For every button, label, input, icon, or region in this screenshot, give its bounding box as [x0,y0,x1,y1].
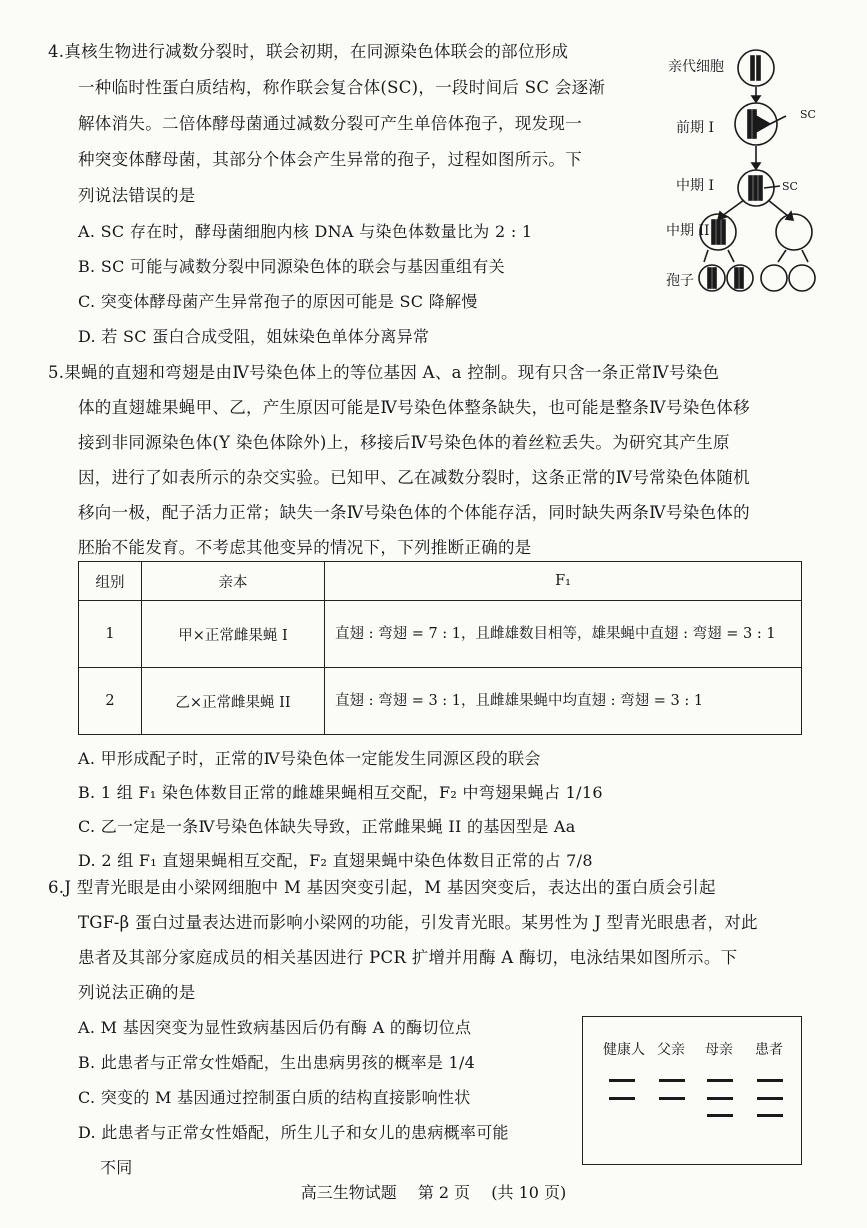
spore [789,265,815,291]
header-group: 组别 [79,562,142,601]
electrophoresis-gel [582,1016,802,1165]
table-row [79,668,802,735]
question-6 [48,870,828,1010]
chromosome [757,56,760,80]
q5-option-d: D. 2 组 F₁ 直翅果蝇相互交配，F₂ 直翅果蝇中染色体数目正常的占 7/8 [78,851,593,870]
meiosis-diagram [660,40,860,330]
cross-experiment-table [78,561,802,735]
q5-option-c: C. 乙一定是一条Ⅳ号染色体缺失导致，正常雌果蝇 II 的基因型是 Aa [78,817,576,836]
lane-label-patient: 患者 [755,1042,783,1058]
lane-label-father: 父亲 [657,1042,685,1058]
q4-line: 4.真核生物进行减数分裂时，联会初期，在同源染色体联会的部位形成 [48,42,569,61]
gel-band [757,1097,783,1100]
gel-band [757,1114,783,1117]
q5-line: 因，进行了如表所示的杂交实验。已知甲、乙在减数分裂时，这条正常的Ⅳ号常染色体随机 [78,468,750,487]
header-parents: 亲本 [142,562,325,601]
q6-line: 6.J 型青光眼是由小梁网细胞中 M 基因突变引起，M 基因突变后，表达出的蛋白质会引起 [48,878,716,897]
q4-line: 种突变体酵母菌，其部分个体会产生异常的孢子，过程如图所示。下 [78,150,582,169]
cell-parents: 甲×正常雌果蝇 I [142,601,325,668]
q5-line: 接到非同源染色体(Y 染色体除外)上，移接后Ⅳ号染色体的着丝粒丢失。为研究其产生原 [78,433,730,452]
q5-line: 5.果蝇的直翅和弯翅是由Ⅳ号染色体上的等位基因 A、a 控制。现有只含一条正常Ⅳ号染色 [48,363,720,382]
footer-total: (共 10 页) [491,1183,567,1202]
gel-band [707,1097,733,1100]
gel-band [609,1079,635,1082]
q6-line: 列说法正确的是 [78,983,196,1002]
spore [699,265,725,291]
question-4 [48,34,658,354]
meiosis-figure [660,40,860,330]
q4-option-a: A. SC 存在时，酵母菌细胞内核 DNA 与染色体数量比为 2 : 1 [78,222,533,241]
q4-option-b: B. SC 可能与减数分裂中同源染色体的联会与基因重组有关 [78,257,505,276]
cell-group: 1 [79,601,142,668]
gel-band [707,1114,733,1117]
q4-option-d: D. 若 SC 蛋白合成受阻，姐妹染色单体分离异常 [78,327,430,346]
footer-page: 第 2 页 [417,1183,471,1202]
q6-line: 患者及其部分家庭成员的相关基因进行 PCR 扩增并用酶 A 酶切，电泳结果如图所示。下 [78,948,738,967]
q5-line: 移向一极，配子活力正常；缺失一条Ⅳ号染色体的个体能存活，同时缺失两条Ⅳ号染色体的 [78,503,750,522]
spore [761,265,787,291]
q4-option-c: C. 突变体酵母菌产生异常孢子的原因可能是 SC 降解慢 [78,292,478,311]
q5-line: 体的直翅雄果蝇甲、乙，产生原因可能是Ⅳ号染色体整条缺失，也可能是整条Ⅳ号染色体移 [78,398,750,417]
label-metaphase-1: 中期 I [676,178,714,194]
header-f1: F₁ [325,562,802,601]
label-sc-2: SC [782,180,798,193]
q4-line: 一种临时性蛋白质结构，称作联会复合体(SC)，一段时间后 SC 会逐渐 [78,78,606,97]
question-5 [48,355,818,565]
lane-label-mother: 母亲 [705,1042,733,1058]
parent-cell [738,50,774,86]
table-row [79,601,802,668]
gel-band [707,1079,733,1082]
q5-line: 胚胎不能发育。不考虑其他变异的情况下，下列推断正确的是 [78,538,532,557]
q6-line: TGF-β 蛋白过量表达进而影响小梁网的功能，引发青光眼。某男性为 J 型青光眼患者，对此 [78,913,758,932]
gel-band [609,1097,635,1100]
cell-f1: 直翅 : 弯翅 = 7 : 1，且雌雄数目相等，雄果蝇中直翅 : 弯翅 = 3 : 1 [325,601,802,668]
q6-option-d: D. 此患者与正常女性婚配，所生儿子和女儿的患病概率可能 [78,1123,509,1142]
cell-parents: 乙×正常雌果蝇 II [142,668,325,735]
label-spores: 孢子 [666,273,694,289]
gel-band [659,1097,685,1100]
label-prophase-1: 前期 I [676,120,714,136]
q6-option-d-cont: 不同 [100,1158,133,1177]
q5-option-b: B. 1 组 F₁ 染色体数目正常的雌雄果蝇相互交配，F₂ 中弯翅果蝇占 1/16 [78,783,603,802]
label-sc: SC [800,108,816,121]
metaphase2-cell-right [776,214,812,250]
footer-subject: 高三生物试题 [300,1183,397,1202]
question-5-options [78,742,603,878]
cell-f1: 直翅 : 弯翅 = 3 : 1，且雌雄果蝇中均直翅 : 弯翅 = 3 : 1 [325,668,802,735]
chromosome [751,56,754,80]
q6-option-b: B. 此患者与正常女性婚配，生出患病男孩的概率是 1/4 [78,1053,476,1072]
question-6-options [78,1010,509,1185]
gel-band [757,1079,783,1082]
lane-label-healthy: 健康人 [603,1042,645,1058]
q5-option-a: A. 甲形成配子时，正常的Ⅳ号染色体一定能发生同源区段的联会 [78,749,541,768]
q6-option-a: A. M 基因突变为显性致病基因后仍有酶 A 的酶切位点 [78,1018,472,1037]
q6-option-c: C. 突变的 M 基因通过控制蛋白质的结构直接影响性状 [78,1088,471,1107]
gel-band [659,1079,685,1082]
page-footer [0,1180,867,1203]
label-parent-cell: 亲代细胞 [668,59,724,75]
cell-group: 2 [79,668,142,735]
q4-line: 解体消失。二倍体酵母菌通过减数分裂可产生单倍体孢子，现发现一 [78,114,582,133]
label-metaphase-2: 中期 II [666,223,710,239]
q4-line: 列说法错误的是 [78,186,196,205]
